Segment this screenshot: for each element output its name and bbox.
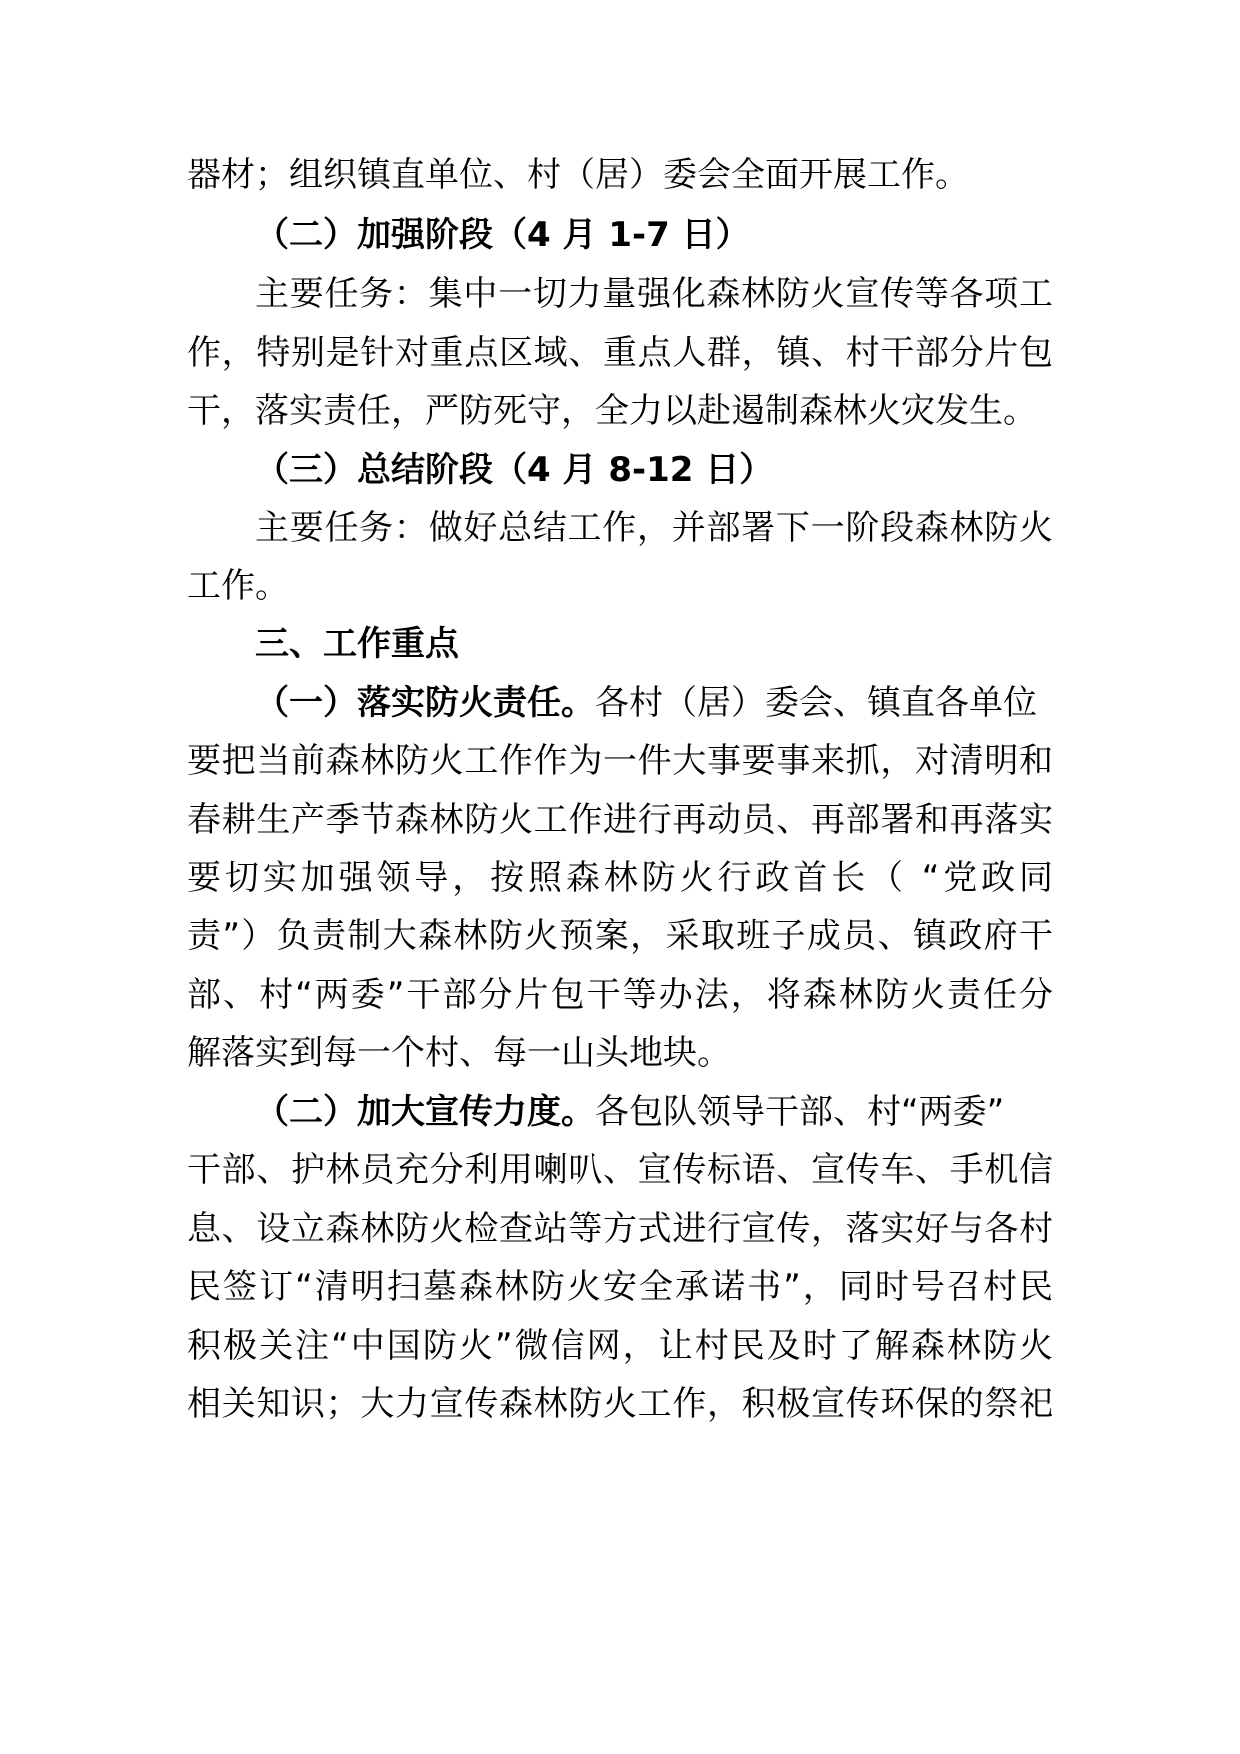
section-heading: （二）加强阶段（4 月 1-7 日）	[255, 215, 750, 255]
section-heading: （三）总结阶段（4 月 8-12 日）	[255, 450, 774, 490]
paragraph-line: 春耕生产季节森林防火工作进行再动员、再部署和再落实	[187, 800, 1053, 840]
paragraph-line	[255, 681, 1037, 725]
paragraph-line: 干部、护林员充分利用喇叭、宣传标语、宣传车、手机信	[187, 1150, 1053, 1190]
paragraph-line: 相关知识；大力宣传森林防火工作，积极宣传环保的祭祀	[187, 1384, 1053, 1424]
paragraph-line: 息、设立森林防火检查站等方式进行宣传，落实好与各村	[187, 1209, 1053, 1249]
paragraph-line: 器材；组织镇直单位、村（居）委会全面开展工作。	[187, 155, 969, 195]
inline-heading: （一）落实防火责任。	[255, 683, 595, 723]
paragraph-line: 积极关注“中国防火”微信网，让村民及时了解森林防火	[187, 1326, 1053, 1366]
paragraph-line: 责”）负责制大森林防火预案，采取班子成员、镇政府干	[187, 916, 1053, 956]
paragraph-line: 主要任务：集中一切力量强化森林防火宣传等各项工	[255, 274, 1053, 314]
paragraph-line: 要切实加强领导，按照森林防火行政首长（ “党政同	[187, 858, 1053, 898]
inline-text: 各包队领导干部、村“两委”	[595, 1092, 1005, 1132]
paragraph-line: 要把当前森林防火工作作为一件大事要事来抓，对清明和	[187, 741, 1053, 781]
paragraph-line: 主要任务：做好总结工作，并部署下一阶段森林防火	[255, 508, 1053, 548]
inline-text: 各村（居）委会、镇直各单位	[595, 683, 1037, 723]
inline-heading: （二）加大宣传力度。	[255, 1092, 595, 1132]
paragraph-line: 工作。	[187, 566, 289, 606]
chapter-heading: 三、工作重点	[255, 624, 459, 664]
paragraph-line: 解落实到每一个村、每一山头地块。	[187, 1033, 731, 1073]
paragraph-line: 民签订“清明扫墓森林防火安全承诺书”，同时号召村民	[187, 1267, 1053, 1307]
paragraph-line: 干，落实责任，严防死守，全力以赴遏制森林火灾发生。	[187, 391, 1037, 431]
paragraph-line: 作，特别是针对重点区域、重点人群，镇、村干部分片包	[187, 333, 1053, 373]
paragraph-line	[255, 1090, 1004, 1134]
paragraph-line: 部、村“两委”干部分片包干等办法，将森林防火责任分	[187, 975, 1053, 1015]
